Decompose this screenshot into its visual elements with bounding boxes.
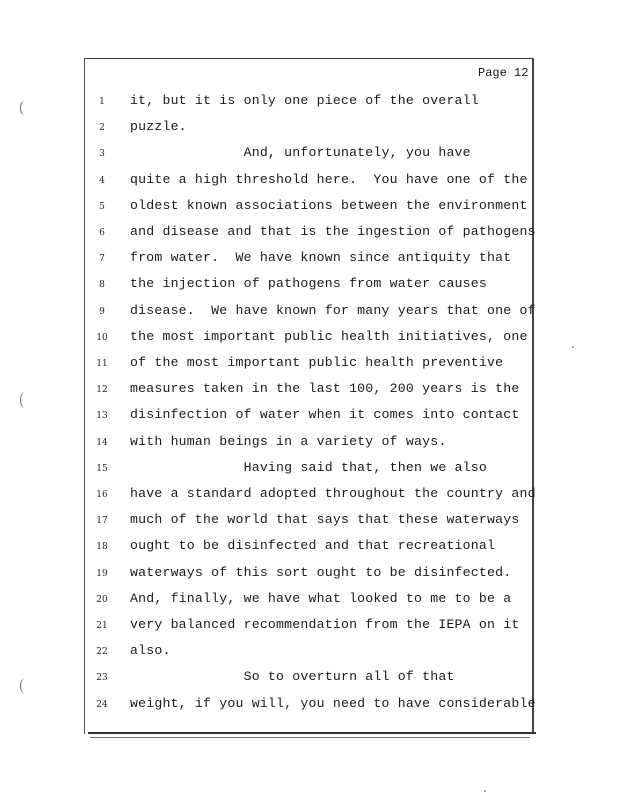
transcript-line: the most important public health initiatives, one bbox=[130, 328, 528, 344]
line-number: 8 bbox=[99, 280, 105, 291]
punch-hole-mark bbox=[20, 100, 31, 116]
punch-hole-mark bbox=[20, 392, 31, 408]
line-number: 7 bbox=[99, 254, 105, 265]
line-number: 5 bbox=[99, 201, 105, 212]
line-number: 3 bbox=[99, 149, 105, 160]
line-number: 14 bbox=[96, 437, 108, 448]
transcript-line: And, finally, we have what looked to me to be a bbox=[130, 590, 512, 606]
line-number: 23 bbox=[96, 673, 108, 684]
transcript-line: So to overturn all of that bbox=[130, 669, 455, 685]
line-number: 11 bbox=[96, 359, 108, 369]
scan-speck bbox=[572, 346, 574, 348]
transcript-line: the injection of pathogens from water causes bbox=[130, 276, 488, 292]
line-number: 17 bbox=[96, 516, 108, 527]
page-bottom-border-inner bbox=[90, 737, 530, 738]
punch-hole-mark bbox=[20, 678, 31, 694]
page-bottom-border bbox=[88, 732, 536, 734]
line-number: 1 bbox=[99, 97, 105, 107]
transcript-line: weight, if you will, you need to have considerable bbox=[130, 695, 536, 711]
transcript-line: have a standard adopted throughout the country and bbox=[130, 486, 536, 501]
transcript-line: also. bbox=[130, 643, 171, 659]
page-number: Page 12 bbox=[478, 66, 529, 80]
line-number: 22 bbox=[96, 647, 108, 658]
line-number: 2 bbox=[99, 123, 105, 134]
transcript-line: quite a high threshold here. You have one of the bbox=[130, 171, 528, 187]
line-number: 16 bbox=[96, 490, 108, 500]
line-number: 20 bbox=[96, 594, 108, 605]
transcript-line: disinfection of water when it comes into contact bbox=[130, 407, 520, 423]
transcript-line: much of the world that says that these waterways bbox=[130, 512, 520, 528]
page-top-border bbox=[84, 58, 534, 59]
page-left-border bbox=[84, 58, 85, 734]
line-number: 6 bbox=[99, 228, 105, 238]
transcript-line: ought to be disinfected and that recreational bbox=[130, 538, 496, 554]
line-number: 9 bbox=[99, 306, 105, 317]
transcript-line: of the most important public health preventive bbox=[130, 355, 504, 370]
transcript-line: And, unfortunately, you have bbox=[130, 145, 471, 161]
transcript-line: waterways of this sort ought to be disinfected. bbox=[130, 564, 512, 580]
page-right-border bbox=[532, 58, 534, 734]
transcript-line: it, but it is only one piece of the overall bbox=[130, 93, 479, 108]
transcript-line: measures taken in the last 100, 200 years is the bbox=[130, 381, 520, 397]
line-number: 4 bbox=[99, 175, 105, 186]
transcript-line: with human beings in a variety of ways. bbox=[130, 433, 447, 449]
transcript-line: very balanced recommendation from the IEPA on it bbox=[130, 617, 520, 632]
line-number: 18 bbox=[96, 542, 108, 553]
transcript-line: puzzle. bbox=[130, 119, 187, 135]
line-number: 15 bbox=[96, 463, 108, 474]
transcript-line: Having said that, then we also bbox=[130, 459, 488, 475]
line-number: 10 bbox=[96, 332, 108, 343]
transcript-line: disease. We have known for many years that one of bbox=[130, 302, 536, 318]
line-number: 19 bbox=[96, 568, 108, 579]
line-number: 12 bbox=[96, 385, 108, 396]
transcript-line: and disease and that is the ingestion of pathogens bbox=[130, 224, 536, 239]
transcript-line: oldest known associations between the environment bbox=[130, 197, 528, 213]
line-number: 21 bbox=[96, 621, 108, 631]
line-number: 13 bbox=[96, 411, 108, 422]
transcript-line: from water. We have known since antiquity that bbox=[130, 250, 512, 266]
line-number: 24 bbox=[96, 699, 108, 710]
scan-speck bbox=[484, 790, 486, 792]
